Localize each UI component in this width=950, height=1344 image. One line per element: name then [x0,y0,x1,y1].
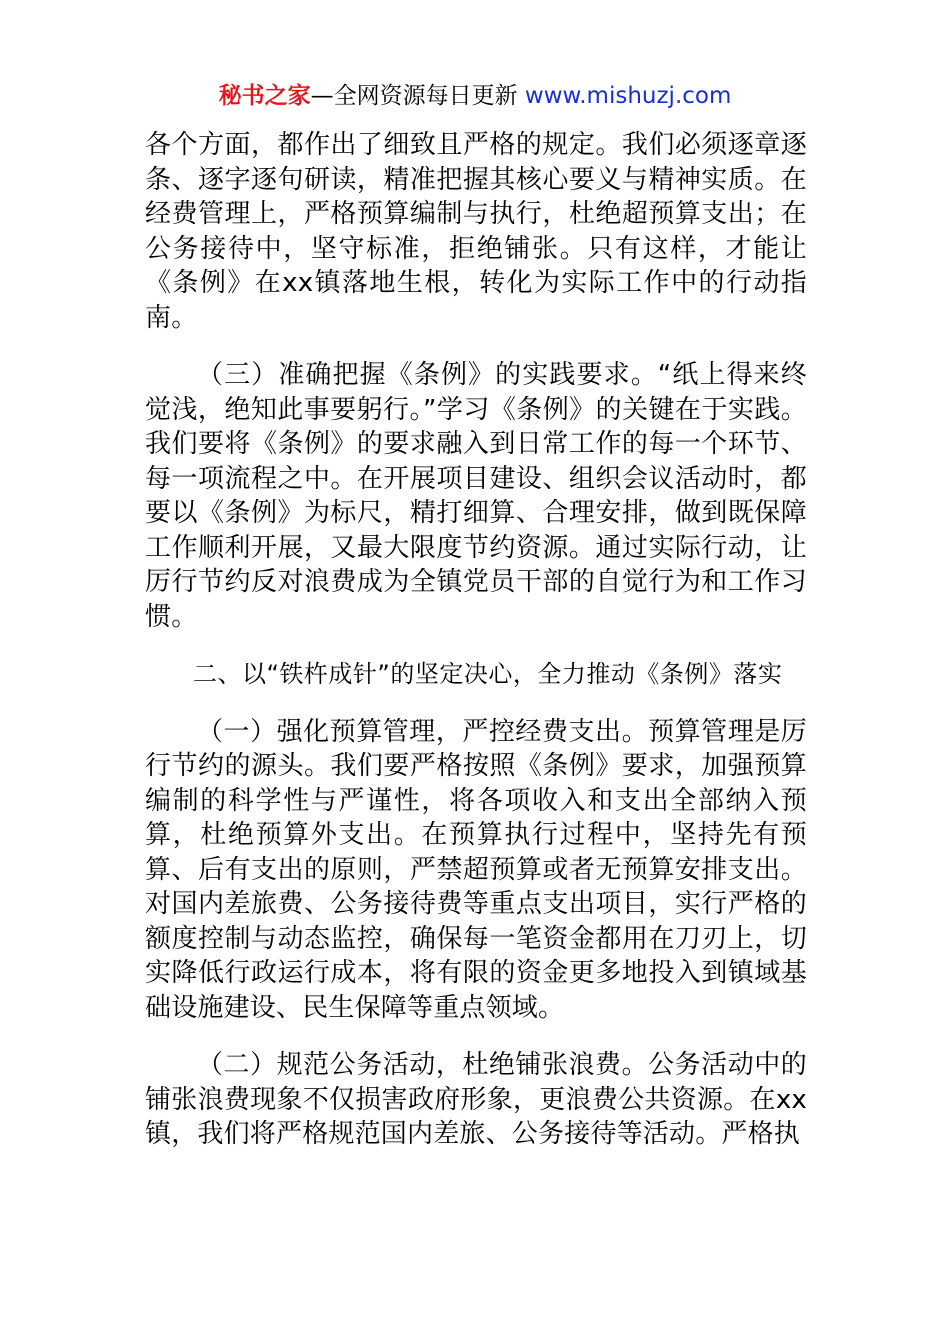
site-url[interactable]: www.mishuzj.com [524,83,732,109]
paragraph-practice-requirements: （三）准确把握《条例》的实践要求。“纸上得来终觉浅，绝知此事要躬行。”学习《条例》的关键在于实践。我们要将《条例》的要求融入到日常工作的每一个环节、每一项流程之中。在开展项目建设、组织会议活动时，都要以《条例》为标尺，精打细算、合理安排，做到既保障工作顺利开展，又最大限度节约资源。通过实际行动，让厉行节约反对浪费成为全镇党员干部的自觉行为和工作习惯。 [145,360,807,632]
header-tagline: —全网资源每日更新 [310,83,525,109]
paragraph-gap [145,692,807,715]
brand-name: 秘书之家 [218,83,311,109]
section-heading-2: 二、以“铁杵成针”的坚定决心，全力推动《条例》落实 [193,660,783,688]
paragraph-gap [145,1025,807,1048]
paragraph-budget-management: （一）强化预算管理，严控经费支出。预算管理是厉行节约的源头。我们要严格按照《条例》要求，加强预算编制的科学性与严谨性，将各项收入和支出全部纳入预算，杜绝预算外支出。在预算执行过程中，坚持先有预算、后有支出的原则，严禁超预算或者无预算安排支出。对国内差旅费、公务接待费等重点支出项目，实行严格的额度控制与动态监控，确保每一笔资金都用在刀刃上，切实降低行政运行成本，将有限的资金更多地投入到镇域基础设施建设、民生保障等重点领域。 [145,716,807,1023]
paragraph-gap [145,335,807,358]
page-header [0,80,950,112]
paragraph-continuation: 各个方面，都作出了细致且严格的规定。我们必须逐章逐条、逐字逐句研读，精准把握其核心要义与精神实质。在经费管理上，严格预算编制与执行，杜绝超预算支出；在公务接待中，坚守标准，拒绝铺张。只有这样，才能让《条例》在xx镇落地生根，转化为实际工作中的行动指南。 [145,130,807,333]
paragraph-official-activities: （二）规范公务活动，杜绝铺张浪费。公务活动中的铺张浪费现象不仅损害政府形象，更浪费公共资源。在xx镇，我们将严格规范国内差旅、公务接待等活动。严格执 [145,1050,807,1149]
paragraph-gap [145,634,807,657]
document-body [145,128,807,1152]
